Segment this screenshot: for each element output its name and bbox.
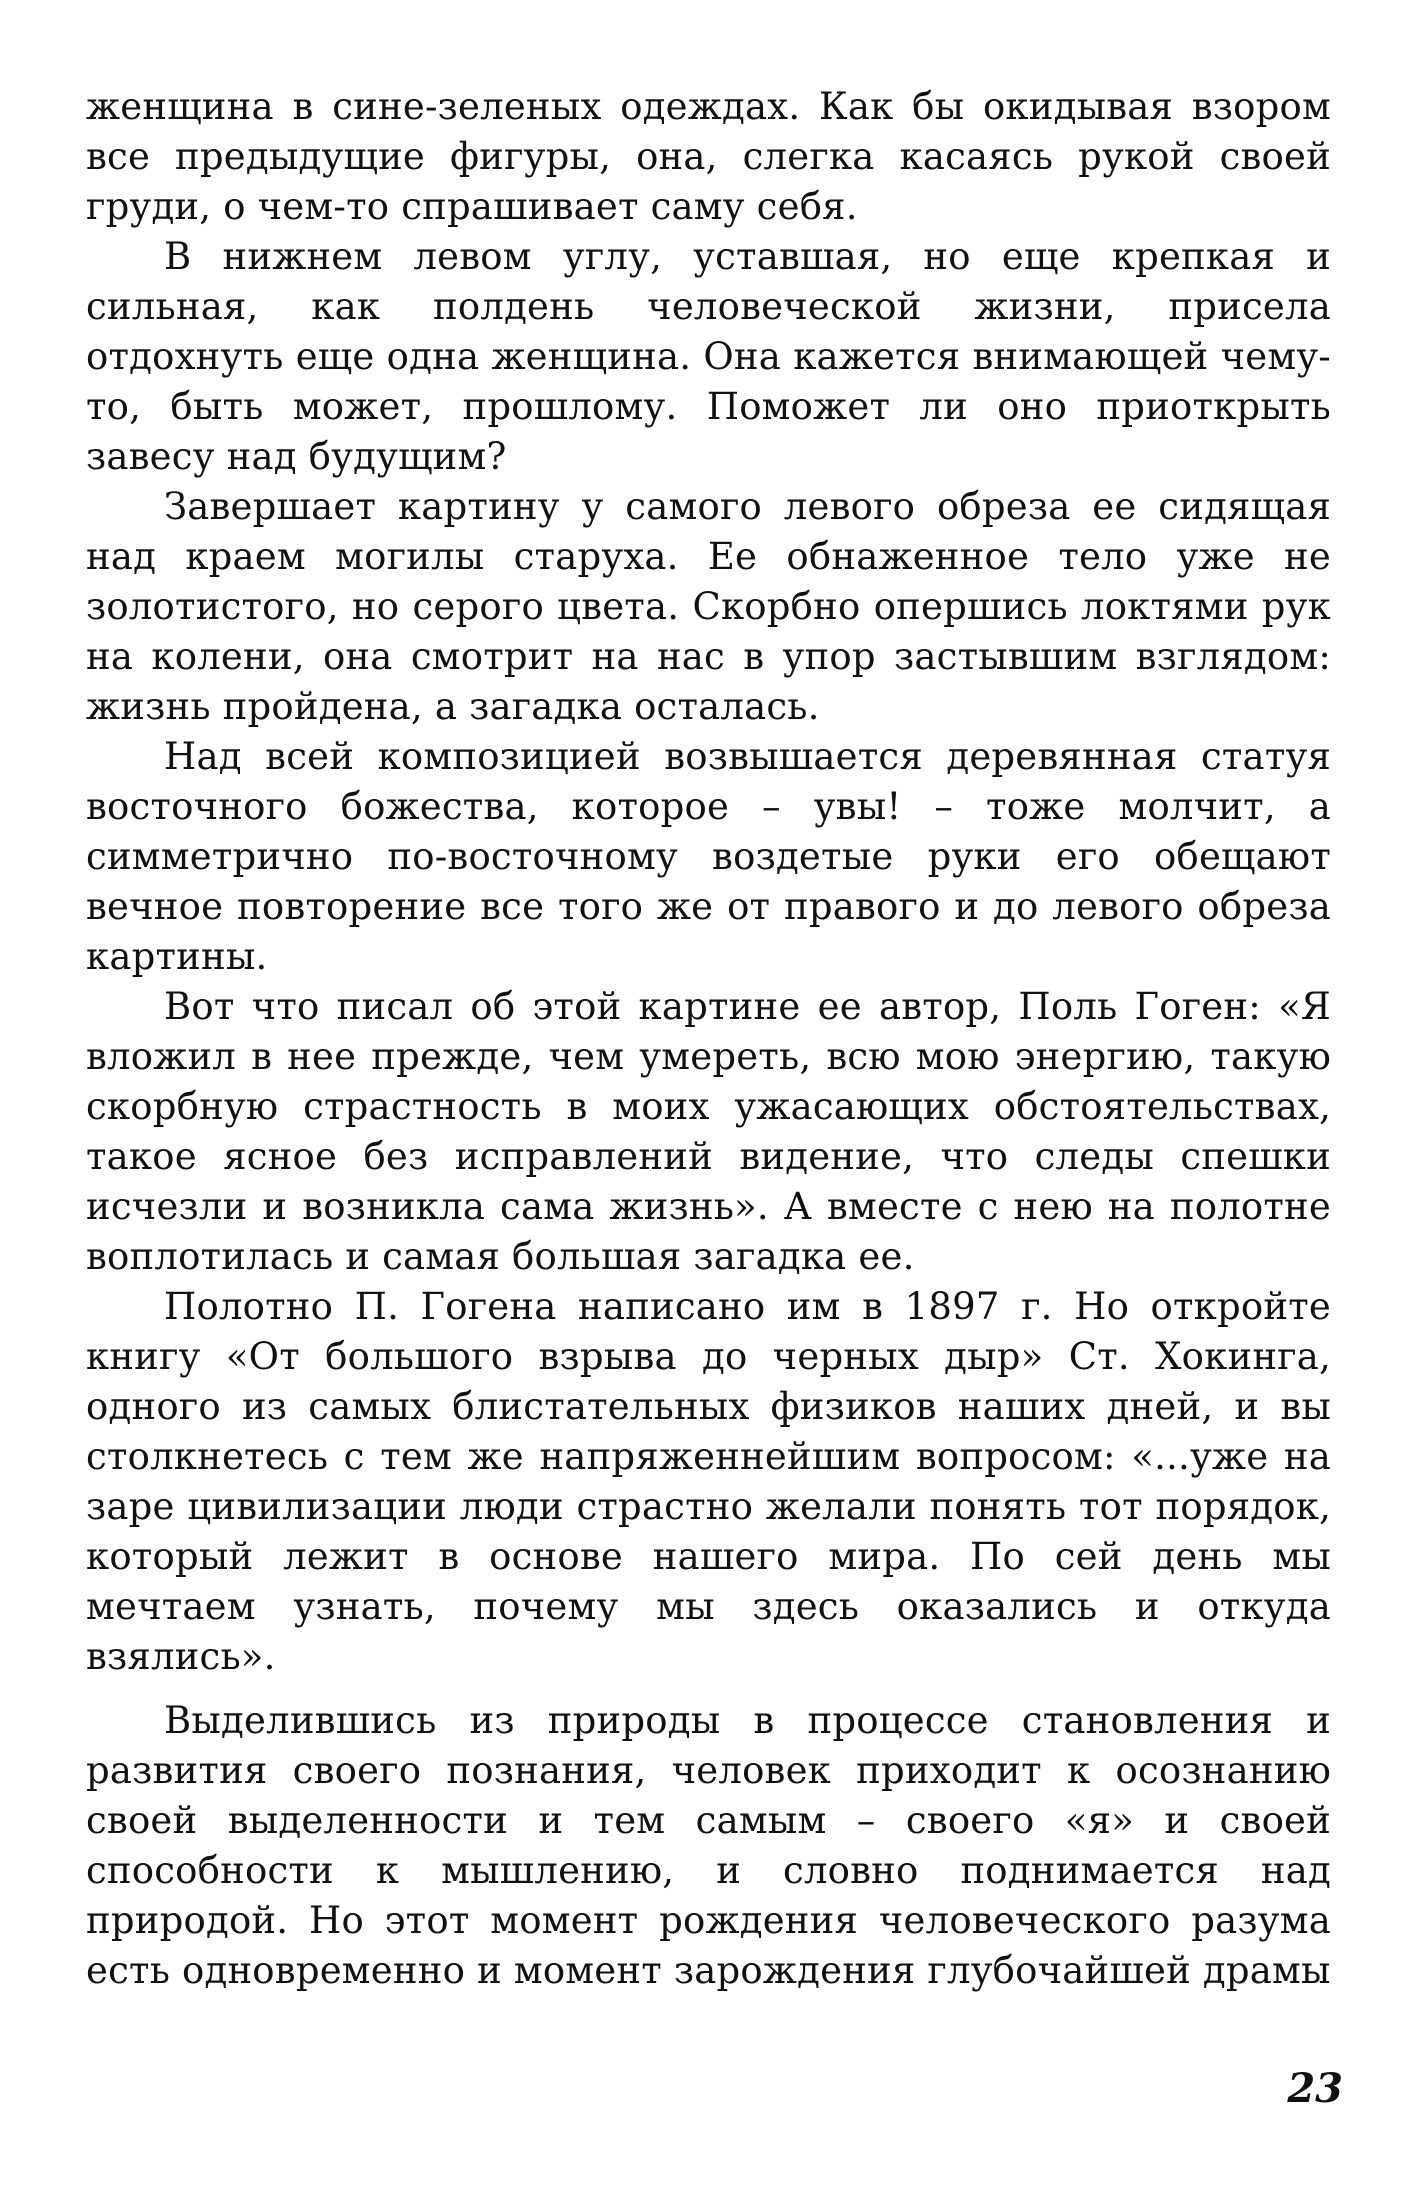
paragraph-continuation: женщина в сине-зеленых одеждах. Как бы окидывая взором все предыдущие фигуры, она, слегка касаясь рукой своей груди, о чем-то спрашивает саму себя.	[86, 85, 1331, 228]
paragraph-hawking: Полотно П. Гогена написано им в 1897 г. Но откройте книгу «От большого взрыва до черных дыр» Ст. Хокинга, одного из самых блистательных физиков наших дней, и вы столкнетесь с тем же напряженнейшим вопросом: «...уже на заре цивилизации люди страстно желали понять тот порядок, который лежит в основе нашего мира. По сей день мы мечтаем узнать, почему мы здесь оказались и откуда взялись».	[86, 1285, 1331, 1678]
body-text	[86, 82, 1331, 1996]
paragraph-gauguin-quote: Вот что писал об этой картине ее автор, Поль Гоген: «Я вложил в нее прежде, чем умереть, всю мою энергию, такую скорбную страстность в моих ужасающих обстоятельствах, такое ясное без исправлений видение, что следы спешки исчезли и возникла сама жизнь». А вместе с нею на полотне воплотилась и самая большая загадка ее.	[86, 985, 1331, 1278]
paragraph-old-woman: Завершает картину у самого левого обреза ее сидящая над краем могилы старуха. Ее обнаженное тело уже не золотистого, но серого цвета. Скорбно опершись локтями рук на колени, она смотрит на нас в упор застывшим взглядом: жизнь пройдена, а загадка осталась.	[86, 485, 1331, 728]
page-number: 23	[1287, 2065, 1343, 2112]
paragraph-human-mind: Выделившись из природы в процессе становления и развития своего познания, человек приходит к осознанию своей выделенности и тем самым – своего «я» и своей способности к мышлению, и словно поднимается над природой. Но этот момент рождения человеческого разума есть одновременно и момент зарождения глубочайшей драмы	[86, 1699, 1331, 1992]
paragraph-lower-left-woman: В нижнем левом углу, уставшая, но еще крепкая и сильная, как полдень человеческой жизни, присела отдохнуть еще одна женщина. Она кажется внимающей чему-то, быть может, прошлому. Поможет ли оно приоткрыть завесу над будущим?	[86, 235, 1331, 478]
paragraph-idol-statue: Над всей композицией возвышается деревянная статуя восточного божества, которое – увы! – тоже молчит, а симметрично по-восточному воздетые руки его обещают вечное повторение все того же от правого и до левого обреза картины.	[86, 735, 1331, 978]
